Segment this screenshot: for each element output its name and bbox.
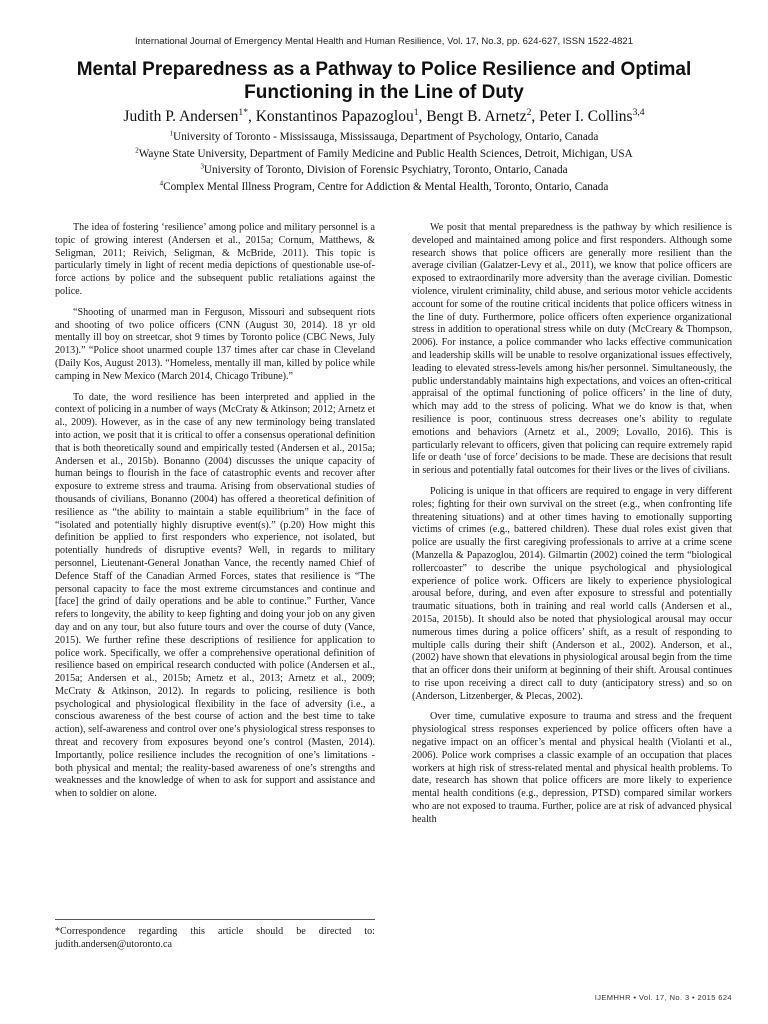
journal-header: International Journal of Emergency Mental Health and Human Resilience, Vol. 17, No.3, pp. 624-627, ISSN 1522-4821 <box>135 36 633 47</box>
affiliations <box>0 129 768 195</box>
affiliation-1: $^1$University of Toronto - Mississauga, Mississauga, Department of Psychology, Ontario, Canada <box>169 129 599 143</box>
author-3: Bengt B. Arnetz$^2$, <box>426 106 540 125</box>
paragraph-mental-preparedness: We posit that mental preparedness is the pathway by which resilience is developed and maintained among police and first responders. Although some research shows that police officers are generally more resilient than the average civilian (Galatzer-Levy et al., 2011), we know that police officers are exposed to extraordinarily more adversity than the average civilian. Domestic violence, virulent criminality, child abuse, and serious motor vehicle accidents account for some of the routine critical incidents that police officers witness in the line of duty. Furthermore, police officers often experience organizational stress in addition to operational stress while on duty (McCreary & Thompson, 2006). For instance, a police commander who lacks effective communication and leadership skills will be unable to resolve organizational issues effectively, leading to elevated stress-levels among his/her personnel. Simultaneously, the public understandably maintains high expectations, and voices an often-critical appraisal of the optimal functioning of police officers’ in the line of duty, which may add to the stress of policing. What we do know is that, when resilience is poor, continuous stress decreases one’s ability to regulate emotions and behaviors (Arnetz et al., 2009; Lovallo, 2016). This is particularly relevant to officers, given that policing can require extremely rapid life or death ‘use of force’ decisions to be made. These are decisions that result in serious and potentially fatal outcomes for their lives or the lives of civilians. <box>412 222 732 477</box>
author-4: Peter I. Collins$^{3,4}$ <box>539 106 645 125</box>
page-footer: IJEMHHR • Vol. 17, No. 3 • 2015 624 <box>594 993 732 1002</box>
author-1: Judith P. Andersen$^{1*}$, <box>123 106 256 125</box>
paragraph-intro: The idea of fostering ‘resilience’ among police and military personnel is a topic of growing interest (Andersen et al., 2015a; Cornum, Matthews, & Seligman, 2011; Reivich, Seligman, & McBride, 2011). This topic is particularly timely in light of recent media depictions of questionable use-of-force actions by police and the subsequent public retaliations against the police. <box>55 222 375 297</box>
paragraph-media-quotes: “Shooting of unarmed man in Ferguson, Missouri and subsequent riots and shooting of two police officers (CNN (August 30, 2014). 18 yr old mentally ill boy on streetcar, shot 9 times by Toronto police (CBC News, July 2013).” “Police shoot unarmed couple 137 times after car chase in Cleveland (Daily Kos, August 2013). “Homeless, mentally ill man, killed by police while camping in New Mexico (March 2014, Chicago Tribune).” <box>55 306 375 382</box>
right-column <box>412 222 732 835</box>
article-title: Mental Preparedness as a Pathway to Police Resilience and Optimal Functioning in the Line of Duty <box>76 59 692 103</box>
paragraph-resilience-definition: To date, the word resilience has been interpreted and applied in the context of policing in a number of ways (McCraty & Atkinson; 2012; Arnetz et al., 2009). However, as in the case of any new terminology being translated into action, we posit that it is critical to offer a consensus operational definition that is both theoretically sound and empirically tested (Andersen et al., 2015a; Andersen et al., 2015b). Bonanno (2004) discusses the unique capacity of human beings to flourish in the face of catastrophic events and recover after exposure to extreme stress and trauma. Arising from observational studies of thousands of civilians, Bonanno (2004) has offered a theoretical definition of resilience as “the ability to maintain a stable equilibrium” in the face of “isolated and potentially highly disruptive event(s).” (p.20) How might this definition be applied to first responders who experience, not isolated, but potentially hundreds of disruptive events? Well, in regards to military personnel, Lieutenant-General Jonathan Vance, the recently named Chief of Defence Staff of the Canadian Armed Forces, states that resilience is “The personal capacity to face the most extreme circumstances and continue and [face] the grind of daily operations and be able to continue.” Further, Vance refers to longevity, the ability to keep fighting and doing your job on any given day and on any tour, but also future tours and over the course of duty (Vance, 2015). We further refine these descriptions of resilience for application to police work. Specifically, we offer a comprehensive operational definition of resilience based on empirical research conducted with police (Andersen et al., 2015a; Andersen et al., 2015b; Arnetz et al., 2013; Arnetz et al., 2009; McCraty & Atkinson, 2012). In regards to policing, resilience is both psychological and physiological flexibility in the face of adversity (i.e., a conscious awareness of the best course of action and the best time to take action), self-awareness and control over one’s physiological stress responses to threat and recovery from exposures beyond one’s control (Masten, 2014). Importantly, police resilience includes the recognition of one’s limitations - both physical and mental; the reality-based awareness of one’s strengths and weaknesses and the knowledge of when to ask for support and assistance and when to soldier on alone. <box>55 391 375 800</box>
left-column <box>55 222 375 809</box>
author-list <box>0 108 768 126</box>
affiliation-2: $^2$Wayne State University, Department of Family Medicine and Public Health Sciences, Detroit, Michigan, USA <box>135 145 633 160</box>
affiliation-4: $^4$Complex Mental Illness Program, Centre for Addiction & Mental Health, Toronto, Ontario, Canada <box>159 179 609 193</box>
paragraph-cumulative-exposure: Over time, cumulative exposure to trauma and stress and the frequent physiological stress responses experienced by police officers often have a negative impact on an officer’s mental and physical health (Violanti et al., 2006). Police work comprises a classic example of an occupation that places workers at high risk of stress-related mental and physical health problems. To date, research has shown that police officers are more likely to experience mental health conditions (e.g., depression, PTSD) compared similar workers who are not exposed to trauma. Further, police are at risk of advanced physical health <box>412 711 732 825</box>
footnote-divider <box>55 919 375 920</box>
paragraph-policing-unique: Policing is unique in that officers are required to engage in very different roles; fighting for their own survival on the street (e.g., when confronting life threatening situations) and at other times having to emotionally supporting victims of crimes (e.g., battered children). These dual roles exist given that police are usually the first caregiving professionals to arrive at a crime scene (Manzella & Papazoglou, 2014). Gilmartin (2002) coined the term “biological rollercoaster” to describe the unique psychological and physiological experience of police work. Officers are likely to experience physiological arousal before, during, and even after exposure to stressful and potentially traumatic situations, both in training and real world calls (Andersen et al., 2015a, 2015b). It should also be noted that physiological arousal may occur numerous times during a police officers’ shift, as a result of responding to multiple calls during their shift (Anderson et al., 2002). Anderson, et al., (2002) have shown that elevations in physiological arousal begin from the time that an officer dons their uniform at beginning of their shift. Arousal continues to rise upon receiving a direct call to duty (anticipatory stress) and so on (Anderson, Litzenberger, & Plecas, 2002). <box>412 485 732 702</box>
correspondence-footnote: *Correspondence regarding this article should be directed to: judith.andersen@utoronto.ca <box>55 926 375 950</box>
author-2: Konstantinos Papazoglou$^1$, <box>255 106 427 125</box>
affiliation-3: $^3$University of Toronto, Division of Forensic Psychiatry, Toronto, Ontario, Canada <box>200 162 568 177</box>
